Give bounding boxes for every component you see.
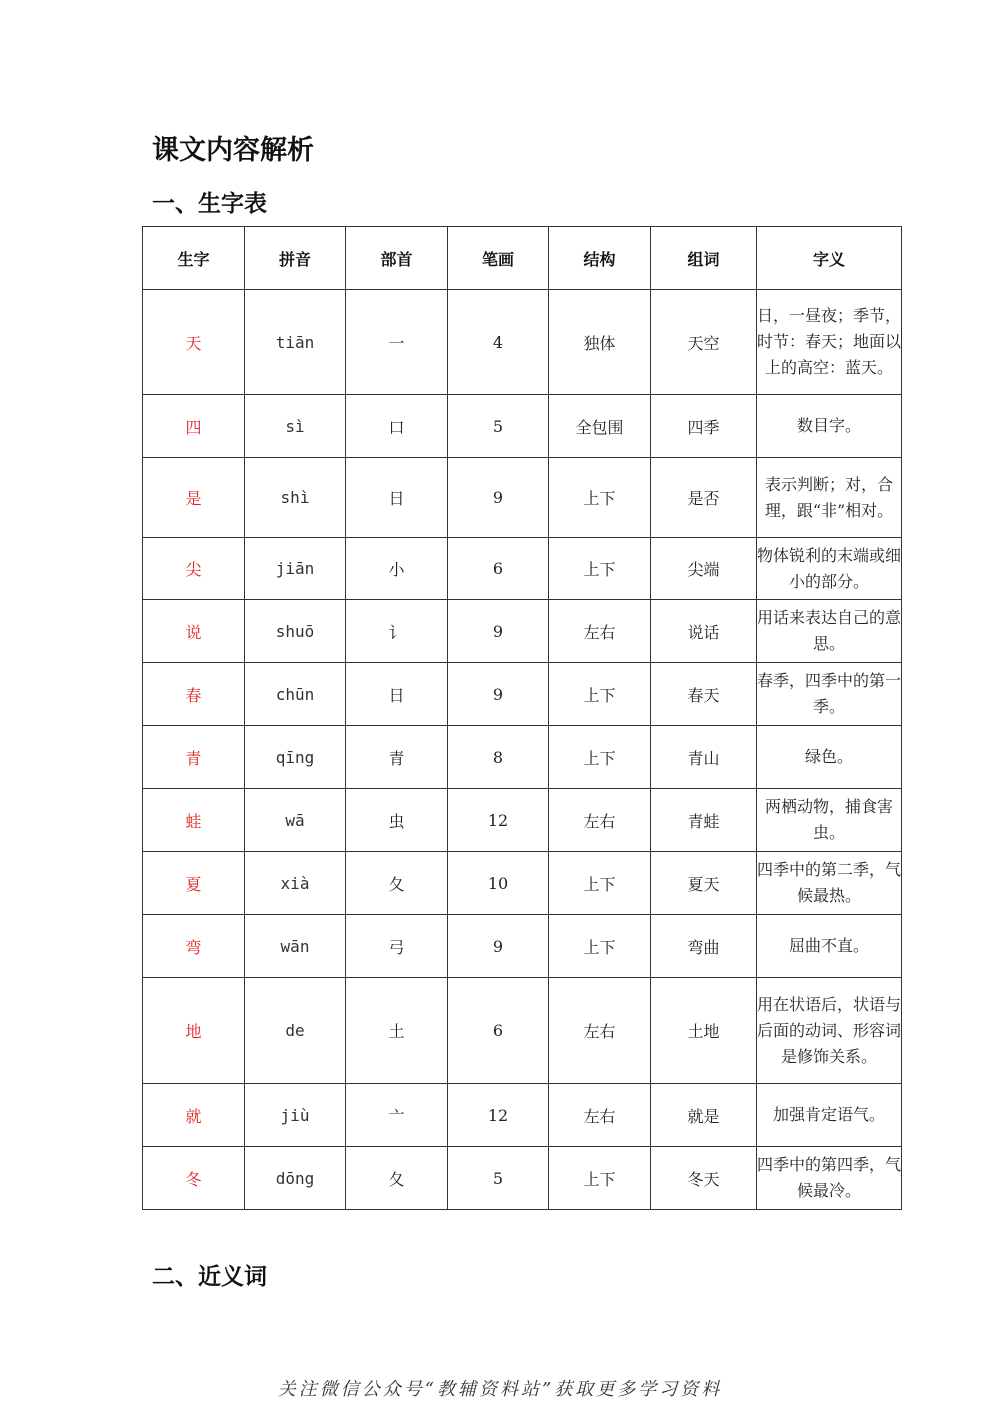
- cell-pinyin: dōng: [245, 1147, 346, 1210]
- cell-character: 天: [143, 290, 245, 395]
- cell-structure: 独体: [549, 290, 651, 395]
- cell-word: 青山: [651, 726, 757, 789]
- cell-pinyin: wā: [245, 789, 346, 852]
- table-row: [143, 458, 902, 538]
- cell-meaning: 两栖动物，捕食害虫。: [757, 789, 902, 852]
- cell-meaning: 用话来表达自己的意思。: [757, 600, 902, 663]
- cell-radical: 日: [346, 663, 448, 726]
- header-cell: 部首: [346, 227, 448, 290]
- page-title: 课文内容解析: [152, 135, 314, 166]
- cell-word: 是否: [651, 458, 757, 538]
- table-row: [143, 1084, 902, 1147]
- table-row: [143, 726, 902, 789]
- cell-word: 夏天: [651, 852, 757, 915]
- cell-pinyin: shì: [245, 458, 346, 538]
- table-row: [143, 978, 902, 1084]
- cell-meaning: 日，一昼夜；季节，时节：春天；地面以上的高空：蓝天。: [757, 290, 902, 395]
- table-row: [143, 395, 902, 458]
- table-row: [143, 1147, 902, 1210]
- table-row: [143, 789, 902, 852]
- section-heading-synonyms: 二、近义词: [152, 1264, 267, 1290]
- cell-structure: 上下: [549, 458, 651, 538]
- cell-strokes: 8: [448, 726, 549, 789]
- cell-character: 地: [143, 978, 245, 1084]
- cell-character: 弯: [143, 915, 245, 978]
- cell-structure: 左右: [549, 600, 651, 663]
- cell-word: 尖端: [651, 538, 757, 600]
- cell-word: 青蛙: [651, 789, 757, 852]
- cell-radical: 一: [346, 290, 448, 395]
- cell-pinyin: sì: [245, 395, 346, 458]
- table-header-row: [143, 227, 902, 290]
- cell-structure: 上下: [549, 915, 651, 978]
- cell-strokes: 9: [448, 663, 549, 726]
- table-row: [143, 290, 902, 395]
- cell-strokes: 4: [448, 290, 549, 395]
- cell-radical: 青: [346, 726, 448, 789]
- header-cell: 结构: [549, 227, 651, 290]
- cell-meaning: 春季，四季中的第一季。: [757, 663, 902, 726]
- cell-word: 弯曲: [651, 915, 757, 978]
- cell-character: 尖: [143, 538, 245, 600]
- footer-note: 关注微信公众号“教辅资料站”获取更多学习资料: [277, 1379, 723, 1400]
- cell-strokes: 5: [448, 395, 549, 458]
- cell-character: 夏: [143, 852, 245, 915]
- cell-pinyin: shuō: [245, 600, 346, 663]
- cell-character: 青: [143, 726, 245, 789]
- cell-character: 冬: [143, 1147, 245, 1210]
- cell-radical: 夂: [346, 852, 448, 915]
- cell-strokes: 6: [448, 978, 549, 1084]
- cell-word: 说话: [651, 600, 757, 663]
- cell-pinyin: wān: [245, 915, 346, 978]
- header-cell: 组词: [651, 227, 757, 290]
- table-row: [143, 915, 902, 978]
- cell-character: 四: [143, 395, 245, 458]
- cell-structure: 上下: [549, 538, 651, 600]
- cell-structure: 上下: [549, 726, 651, 789]
- cell-meaning: 物体锐利的末端或细小的部分。: [757, 538, 902, 600]
- cell-structure: 上下: [549, 852, 651, 915]
- cell-radical: 讠: [346, 600, 448, 663]
- cell-character: 说: [143, 600, 245, 663]
- cell-radical: 亠: [346, 1084, 448, 1147]
- cell-meaning: 表示判断；对，合理，跟“非”相对。: [757, 458, 902, 538]
- cell-meaning: 数目字。: [757, 395, 902, 458]
- cell-pinyin: de: [245, 978, 346, 1084]
- cell-meaning: 用在状语后，状语与后面的动词、形容词是修饰关系。: [757, 978, 902, 1084]
- cell-radical: 土: [346, 978, 448, 1084]
- cell-radical: 口: [346, 395, 448, 458]
- cell-strokes: 9: [448, 458, 549, 538]
- character-table: [142, 226, 902, 1210]
- cell-structure: 全包围: [549, 395, 651, 458]
- cell-meaning: 屈曲不直。: [757, 915, 902, 978]
- cell-strokes: 12: [448, 789, 549, 852]
- table-row: [143, 538, 902, 600]
- cell-word: 就是: [651, 1084, 757, 1147]
- cell-character: 春: [143, 663, 245, 726]
- header-cell: 笔画: [448, 227, 549, 290]
- cell-structure: 左右: [549, 978, 651, 1084]
- cell-meaning: 四季中的第四季，气候最冷。: [757, 1147, 902, 1210]
- cell-structure: 上下: [549, 663, 651, 726]
- cell-strokes: 6: [448, 538, 549, 600]
- cell-word: 土地: [651, 978, 757, 1084]
- header-cell: 拼音: [245, 227, 346, 290]
- cell-character: 是: [143, 458, 245, 538]
- cell-character: 蛙: [143, 789, 245, 852]
- cell-strokes: 9: [448, 915, 549, 978]
- cell-structure: 左右: [549, 1084, 651, 1147]
- cell-strokes: 12: [448, 1084, 549, 1147]
- cell-radical: 弓: [346, 915, 448, 978]
- cell-meaning: 四季中的第二季，气候最热。: [757, 852, 902, 915]
- section-heading-characters: 一、生字表: [152, 191, 267, 217]
- cell-pinyin: qīng: [245, 726, 346, 789]
- cell-meaning: 绿色。: [757, 726, 902, 789]
- table-row: [143, 600, 902, 663]
- cell-word: 天空: [651, 290, 757, 395]
- cell-strokes: 10: [448, 852, 549, 915]
- cell-radical: 小: [346, 538, 448, 600]
- table-row: [143, 852, 902, 915]
- cell-pinyin: jiān: [245, 538, 346, 600]
- cell-strokes: 9: [448, 600, 549, 663]
- cell-pinyin: chūn: [245, 663, 346, 726]
- cell-meaning: 加强肯定语气。: [757, 1084, 902, 1147]
- cell-character: 就: [143, 1084, 245, 1147]
- cell-strokes: 5: [448, 1147, 549, 1210]
- cell-radical: 夂: [346, 1147, 448, 1210]
- cell-structure: 左右: [549, 789, 651, 852]
- header-cell: 生字: [143, 227, 245, 290]
- cell-word: 冬天: [651, 1147, 757, 1210]
- cell-pinyin: jiù: [245, 1084, 346, 1147]
- cell-radical: 日: [346, 458, 448, 538]
- header-cell: 字义: [757, 227, 902, 290]
- cell-structure: 上下: [549, 1147, 651, 1210]
- table-row: [143, 663, 902, 726]
- cell-word: 春天: [651, 663, 757, 726]
- cell-word: 四季: [651, 395, 757, 458]
- cell-radical: 虫: [346, 789, 448, 852]
- cell-pinyin: xià: [245, 852, 346, 915]
- cell-pinyin: tiān: [245, 290, 346, 395]
